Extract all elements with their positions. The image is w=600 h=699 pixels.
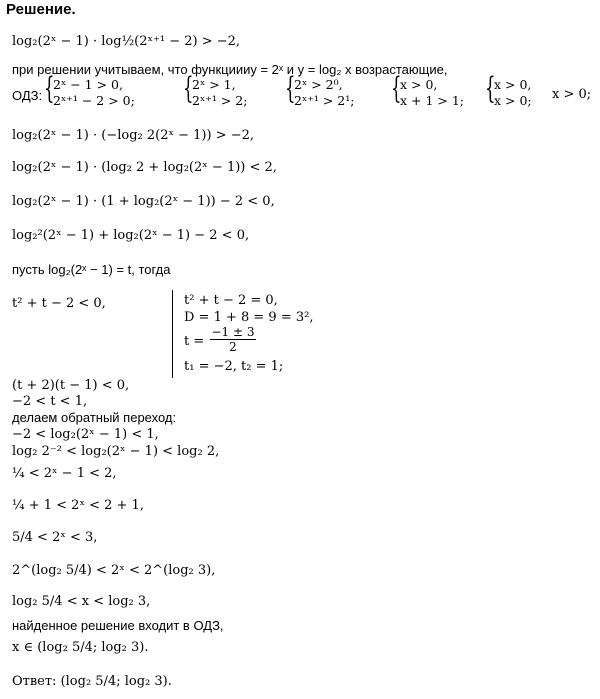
divider-bar: [172, 290, 173, 378]
odz-system-1: [44, 71, 154, 110]
odz-system-row: 2ˣ⁺¹ > 2¹;: [294, 93, 355, 108]
step-line: −2 < log₂(2ˣ − 1) < 1,: [12, 427, 159, 442]
step-line: ¼ < 2ˣ − 1 < 2,: [12, 466, 117, 481]
odz-check-note: найденное решение входит в ОДЗ,: [12, 618, 224, 633]
discriminant: D = 1 + 8 = 9 = 3²,: [184, 310, 314, 325]
roots-formula-numerator: −1 ± 3: [211, 325, 255, 339]
odz-system-row: 2ˣ > 2⁰,: [294, 77, 343, 92]
odz-system-5: [485, 71, 545, 110]
given-inequality: log₂(2ˣ − 1) · log½(2ˣ⁺¹ − 2) > −2,: [12, 34, 241, 49]
step-line: log₂²(2ˣ − 1) + log₂(2ˣ − 1) − 2 < 0,: [12, 228, 250, 243]
step-line: log₂(2ˣ − 1) · (−log₂ 2(2ˣ − 1)) > −2,: [12, 128, 255, 143]
step-line: 5/4 < 2ˣ < 3,: [12, 530, 98, 545]
odz-system-row: 2ˣ − 1 > 0,: [53, 77, 123, 92]
step-line: log₂ 5/4 < x < log₂ 3,: [12, 594, 151, 609]
odz-system-row: x > 0,: [494, 77, 532, 92]
brace-icon: {: [485, 71, 496, 106]
roots-values: t₁ = −2, t₂ = 1;: [184, 359, 284, 374]
odz-system-4: [391, 71, 476, 110]
roots-formula-lhs: t =: [184, 334, 205, 349]
brace-icon: {: [285, 71, 296, 106]
brace-icon: {: [44, 71, 55, 106]
factored-inequality: (t + 2)(t − 1) < 0,: [12, 378, 130, 393]
step-line: 2^(log₂ 5/4) < 2ˣ < 2^(log₂ 3),: [12, 563, 216, 578]
odz-system-3: [285, 71, 380, 110]
odz-system-row: x > 0,: [400, 77, 438, 92]
odz-result: x > 0;: [552, 87, 592, 102]
solution-set: x ∈ (log₂ 5/4; log₂ 3).: [12, 640, 149, 655]
t-interval: −2 < t < 1,: [12, 394, 88, 409]
odz-label: ОДЗ:: [12, 88, 43, 103]
step-line: log₂(2ˣ − 1) · (log₂ 2 + log₂(2ˣ − 1)) < 2,: [12, 160, 277, 175]
roots-formula-denominator: 2: [229, 340, 237, 354]
monotonicity-note: при решении учитываем, что функциииу = 2ˣ и y = log₂ x возрастающие,: [12, 62, 448, 77]
substitution-line: пусть log₂(2ˣ − 1) = t, тогда: [12, 262, 171, 277]
odz-system-row: 2ˣ⁺¹ > 2;: [192, 93, 248, 108]
step-line: ¼ + 1 < 2ˣ < 2 + 1,: [12, 498, 144, 513]
odz-system-2: [183, 71, 273, 110]
odz-system-row: x + 1 > 1;: [400, 93, 465, 108]
answer: Ответ: (log₂ 5/4; log₂ 3).: [12, 674, 172, 689]
odz-system-row: x > 0;: [494, 93, 532, 108]
step-line: log₂ 2⁻² < log₂(2ˣ − 1) < log₂ 2,: [12, 444, 220, 459]
brace-icon: {: [391, 71, 402, 106]
brace-icon: {: [183, 71, 194, 106]
quadratic-inequality: t² + t − 2 < 0,: [12, 296, 106, 311]
step-line: log₂(2ˣ − 1) · (1 + log₂(2ˣ − 1)) − 2 < 0,: [12, 194, 275, 209]
odz-system-row: 2ˣ > 1,: [192, 77, 236, 92]
quadratic-equation: t² + t − 2 = 0,: [184, 293, 278, 308]
reverse-substitution-note: делаем обратный переход:: [12, 410, 177, 425]
solution-title: Решение.: [6, 1, 76, 18]
odz-system-row: 2ˣ⁺¹ − 2 > 0;: [53, 93, 135, 108]
